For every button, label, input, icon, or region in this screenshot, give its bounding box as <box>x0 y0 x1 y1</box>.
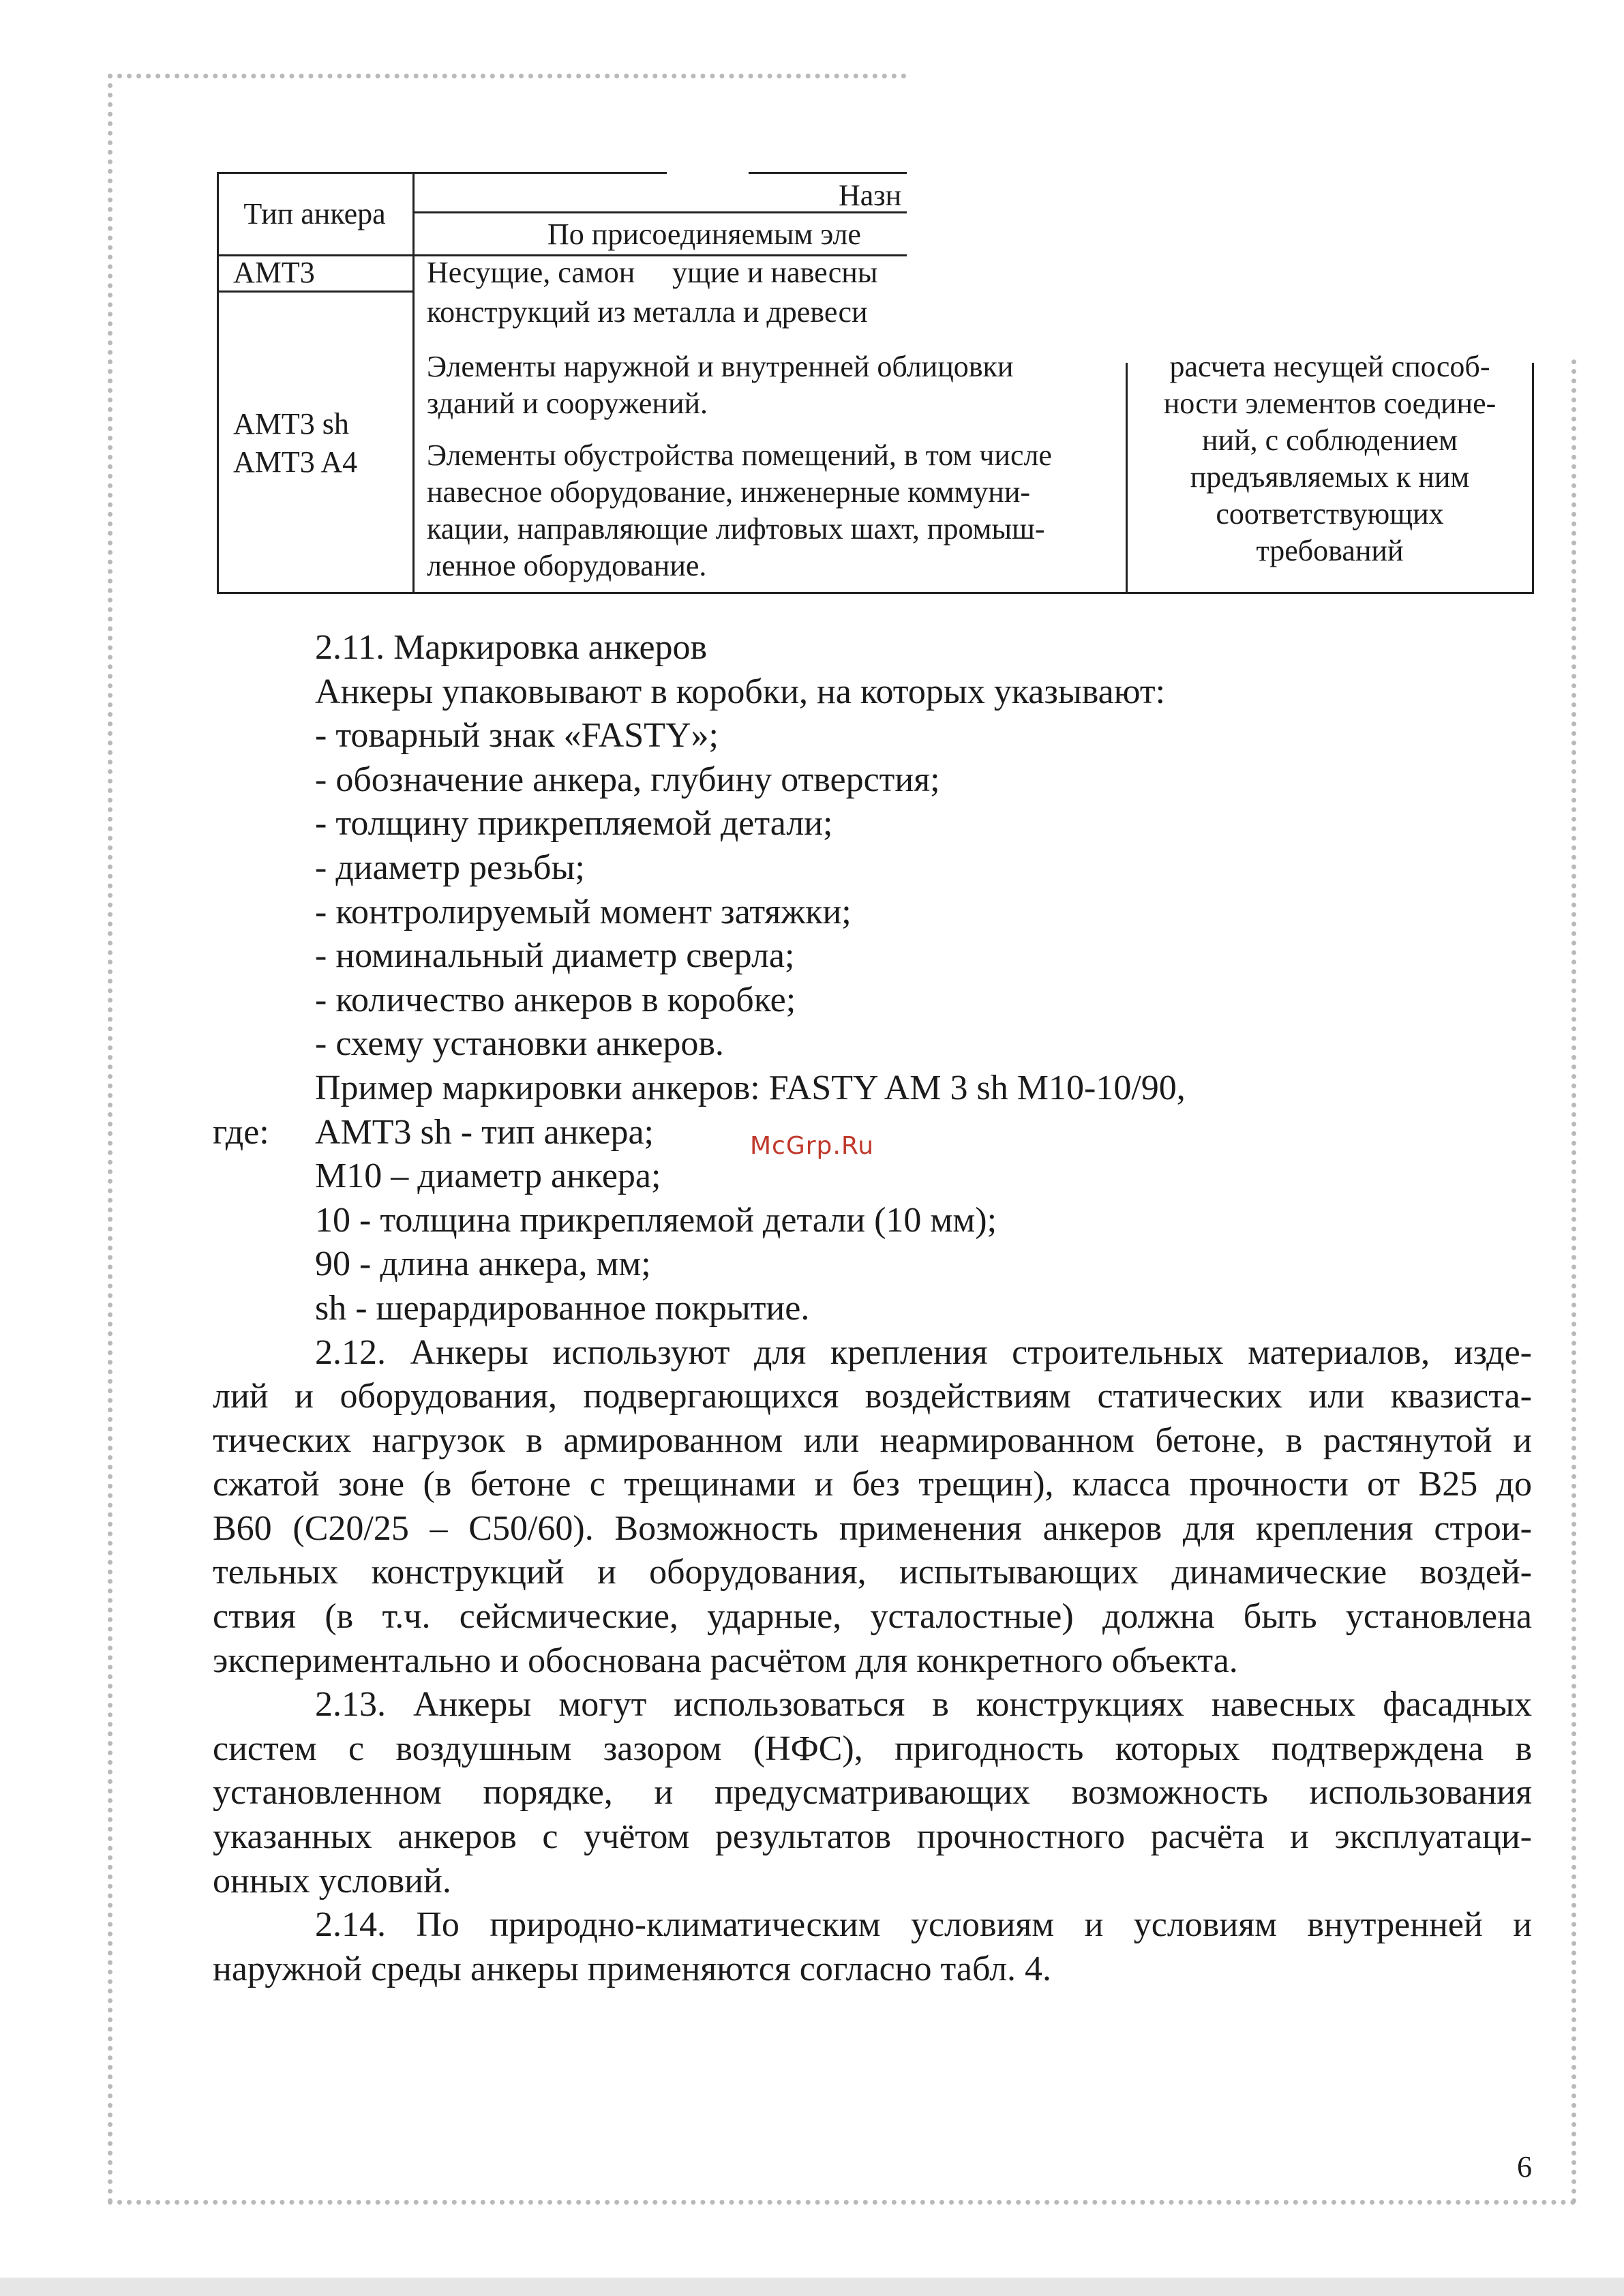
col3-line6: требований <box>1256 534 1404 567</box>
section-2-12-line: лий и оборудования, подвергающихся воздействиям статических или квазиста- <box>213 1377 1532 1416</box>
where-first-item: AMT3 sh - тип анкера; <box>315 1112 654 1152</box>
section-2-12-line: сжатой зоне (в бетоне с трещинами и без трещин), класса прочности от B25 до <box>213 1465 1532 1504</box>
list-item: - обозначение анкера, глубину отверстия; <box>315 760 940 799</box>
list-item: - толщину прикрепляемой детали; <box>315 804 833 844</box>
section-2-12-line: тельных конструкций и оборудования, испытывающих динамические воздей- <box>213 1553 1532 1592</box>
list-item: - номинальный диаметр сверла; <box>315 936 795 976</box>
list-item: - количество анкеров в коробке; <box>315 980 796 1019</box>
table-top-line-left <box>217 172 667 174</box>
row2-anchor-type-2: AMT3 A4 <box>233 445 358 479</box>
row1-text-line2: конструкций из металла и древеси <box>427 295 868 329</box>
section-2-11-title: 2.11. Маркировка анкеров <box>315 628 708 667</box>
section-2-14-line: наружной среды анкеры применяются согласно табл. 4. <box>213 1949 1052 1988</box>
col3-line4: предъявляемых к ним <box>1190 460 1470 494</box>
border-gap <box>914 65 1582 83</box>
document-body <box>213 626 1532 1991</box>
section-2-12-line: B60 (C20/25 – C50/60). Возможность применения анкеров для крепления строи- <box>213 1508 1532 1548</box>
row1-text-part1: Несущие, самон <box>427 256 635 289</box>
where-item: 90 - длина анкера, мм; <box>315 1244 651 1284</box>
watermark: McGrp.Ru <box>750 1132 875 1160</box>
table-right-border <box>1532 363 1534 594</box>
header-type: Тип анкера <box>243 197 386 230</box>
col3-line5: соответствующих <box>1216 497 1444 531</box>
header-purpose: Назн <box>839 179 902 212</box>
row1-text-part2: ущие и навесны <box>672 256 878 289</box>
marking-example: Пример маркировки анкеров: FASTY AM 3 sh M10-10/90, <box>315 1068 1186 1107</box>
row2-anchor-type-1: AMT3 sh <box>233 407 349 441</box>
section-2-11-intro: Анкеры упаковывают в коробки, на которых указывают: <box>315 672 1166 711</box>
section-2-13-line: онных условий. <box>213 1861 451 1900</box>
where-item: 10 - толщина прикрепляемой детали (10 мм); <box>315 1200 997 1240</box>
bottom-bar <box>0 2278 1624 2296</box>
table-col1-divider <box>412 172 415 594</box>
section-2-13-line: систем с воздушным зазором (НФС), пригодность которых подтверждена в <box>213 1729 1532 1768</box>
table-top-line-mid <box>749 172 907 174</box>
section-2-12-line: ствия (в т.ч. сейсмические, ударные, усталостные) должна быть установлена <box>213 1597 1532 1637</box>
row2-para2-line1: Элементы обустройства помещений, в том числе <box>427 438 1052 472</box>
where-item: sh - шерардированное покрытие. <box>315 1288 810 1328</box>
col3-line1: расчета несущей способ- <box>1169 350 1490 383</box>
row2-para2-line4: ленное оборудование. <box>427 549 707 582</box>
row2-para1-line1: Элементы наружной и внутренней облицовки <box>427 350 1014 383</box>
list-item: - товарный знак «FASTY»; <box>315 716 719 756</box>
where-item: M10 – диаметр анкера; <box>315 1157 661 1196</box>
section-2-14-line: 2.14. По природно-климатическим условиям и условиям внутренней и <box>315 1905 1532 1945</box>
subheader-connected-elements: По присоединяемым эле <box>547 218 861 251</box>
page-number: 6 <box>1517 2150 1532 2183</box>
section-2-13-line: указанных анкеров с учётом результатов прочностного расчёта и эксплуатаци- <box>213 1817 1532 1857</box>
list-item: - диаметр резьбы; <box>315 848 585 887</box>
row2-para2-line2: навесное оборудование, инженерные коммуни- <box>427 475 1031 509</box>
section-2-12-line: 2.12. Анкеры используют для крепления строительных материалов, изде- <box>315 1332 1532 1372</box>
where-label: где: <box>213 1112 269 1152</box>
anchor-table <box>217 172 1534 595</box>
section-2-12-line: экспериментально и обоснована расчётом для конкретного объекта. <box>213 1641 1238 1680</box>
table-header-divider <box>412 211 907 213</box>
section-2-13-line: 2.13. Анкеры могут использоваться в конструкциях навесных фасадных <box>315 1685 1532 1725</box>
table-left-border <box>217 172 219 594</box>
col3-line2: ности элементов соедине- <box>1163 387 1497 420</box>
row2-para2-line3: кации, направляющие лифтовых шахт, промыш- <box>427 512 1045 546</box>
list-item: - схему установки анкеров. <box>315 1024 724 1064</box>
row2-para1-line2: зданий и сооружений. <box>427 387 708 420</box>
row1-anchor-type: АМТ3 <box>233 256 315 289</box>
section-2-12-line: тических нагрузок в армированном или неармированном бетоне, в растянутой и <box>213 1420 1532 1460</box>
col3-line3: ний, с соблюдением <box>1202 423 1458 457</box>
section-2-13-line: установленном порядке, и предусматривающих возможность использования <box>213 1773 1532 1813</box>
list-item: - контролируемый момент затяжки; <box>315 892 852 931</box>
